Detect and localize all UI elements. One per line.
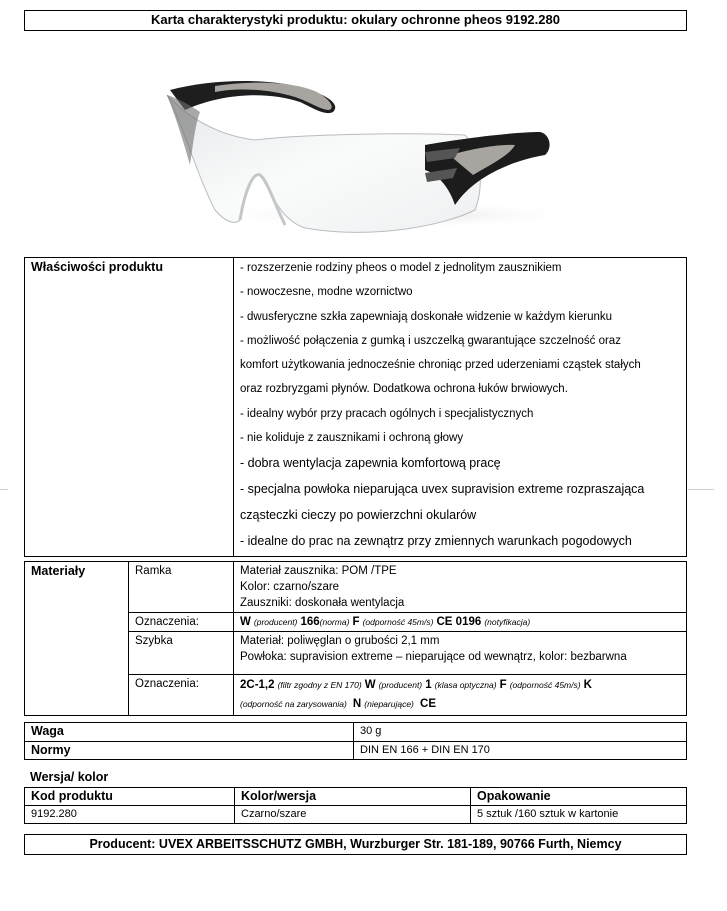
page-fold-mark-right [688, 489, 714, 490]
lens-markings [234, 675, 687, 716]
versions-header-row [25, 788, 687, 806]
marking-note: (odporność 45m/s) [509, 680, 581, 690]
marking-code: K [583, 679, 592, 691]
packaging-cell: 5 sztuk /160 sztuk w kartonie [471, 806, 687, 824]
property-line: - możliwość połączenia z gumką i uszczelką gwarantujące szczelność oraz [240, 334, 621, 347]
lens-detail: Powłoka: supravision extreme – nieparujące od wewnątrz, kolor: bezbarwna [240, 651, 627, 663]
versions-table [24, 787, 687, 824]
marking-note: (notyfikacja) [484, 617, 531, 627]
frame-detail: Kolor: czarno/szare [240, 581, 340, 593]
lens-markings-label: Oznaczenia: [129, 675, 234, 716]
norms-value: DIN EN 166 + DIN EN 170 [354, 741, 687, 760]
table-row [25, 806, 687, 824]
frame-detail: Materiał zausznika: POM /TPE [240, 565, 397, 577]
property-line: - idealne do prac na zewnątrz przy zmiennych warunkach pogodowych [240, 534, 632, 549]
document-title: Karta charakterystyki produktu: okulary ochronne pheos 9192.280 [24, 10, 687, 31]
versions-title: Wersja/ kolor [30, 770, 109, 784]
color-version-cell: Czarno/szare [235, 806, 471, 824]
specs-table [24, 722, 687, 760]
property-line: - idealny wybór przy pracach ogólnych i specjalistycznych [240, 407, 534, 420]
marking-code: F [352, 616, 360, 628]
marking-note: (odporność na zarysowania) [240, 699, 347, 709]
marking-code: W [364, 679, 376, 691]
weight-label: Waga [25, 723, 354, 742]
lens-details [234, 632, 687, 675]
marking-note: (odporność 45m/s) [362, 617, 434, 627]
materials-table [24, 561, 687, 716]
frame-markings [234, 613, 687, 632]
properties-table [24, 257, 687, 557]
marking-code: 1 [425, 679, 432, 691]
column-header: Kolor/wersja [235, 788, 471, 806]
lens-detail: Materiał: poliwęglan o grubości 2,1 mm [240, 635, 440, 647]
column-header: Opakowanie [471, 788, 687, 806]
producer-footer: Producent: UVEX ARBEITSSCHUTZ GMBH, Wurzburger Str. 181-189, 90766 Furth, Niemcy [24, 834, 687, 855]
property-line: - dwusferyczne szkła zapewniają doskonałe widzenie w każdym kierunku [240, 310, 613, 323]
property-line: - rozszerzenie rodziny pheos o model z jednolitym zausznikiem [240, 262, 562, 274]
marking-code: 2C-1,2 [240, 679, 275, 691]
norms-label: Normy [25, 741, 354, 760]
property-line: - nowoczesne, modne wzornictwo [240, 286, 413, 299]
marking-note: (producent) [378, 680, 423, 690]
frame-detail: Zauszniki: doskonała wentylacja [240, 597, 405, 609]
marking-code: CE [420, 698, 437, 710]
frame-details [234, 562, 687, 613]
marking-note: (nieparujące) [364, 699, 414, 709]
property-line: cząsteczki cieczy po powierzchni okularów [240, 508, 477, 523]
marking-code: N [352, 698, 362, 710]
property-line: - specjalna powłoka nieparująca uvex supravision extreme rozpraszająca [240, 482, 645, 497]
properties-list [234, 258, 687, 557]
materials-label: Materiały [25, 562, 129, 716]
properties-label: Właściwości produktu [25, 258, 234, 557]
marking-code: W [240, 616, 251, 628]
marking-note: (filtr zgodny z EN 170) [277, 680, 362, 690]
page-fold-mark-left [0, 489, 8, 490]
marking-code: CE 0196 [436, 616, 482, 628]
marking-note: (producent) [253, 617, 298, 627]
property-line: komfort użytkowania jednocześnie chroniąc przed uderzeniami cząstek stałych [240, 359, 641, 372]
property-line: - nie koliduje z zausznikami i ochroną głowy [240, 432, 464, 445]
marking-note: (klasa optyczna) [434, 680, 497, 690]
product-code-cell: 9192.280 [25, 806, 235, 824]
marking-note: (norma) [319, 617, 350, 627]
marking-code: 166 [300, 616, 320, 628]
property-line: oraz rozbryzgami płynów. Dodatkowa ochrona łuków brwiowych. [240, 383, 568, 396]
frame-markings-label: Oznaczenia: [129, 613, 234, 632]
weight-value: 30 g [354, 723, 687, 742]
property-line: - dobra wentylacja zapewnia komfortową pracę [240, 456, 501, 471]
marking-code: F [499, 679, 507, 691]
safety-glasses-photo [95, 40, 595, 250]
column-header: Kod produktu [25, 788, 235, 806]
lens-label: Szybka [129, 632, 234, 675]
frame-label: Ramka [129, 562, 234, 613]
